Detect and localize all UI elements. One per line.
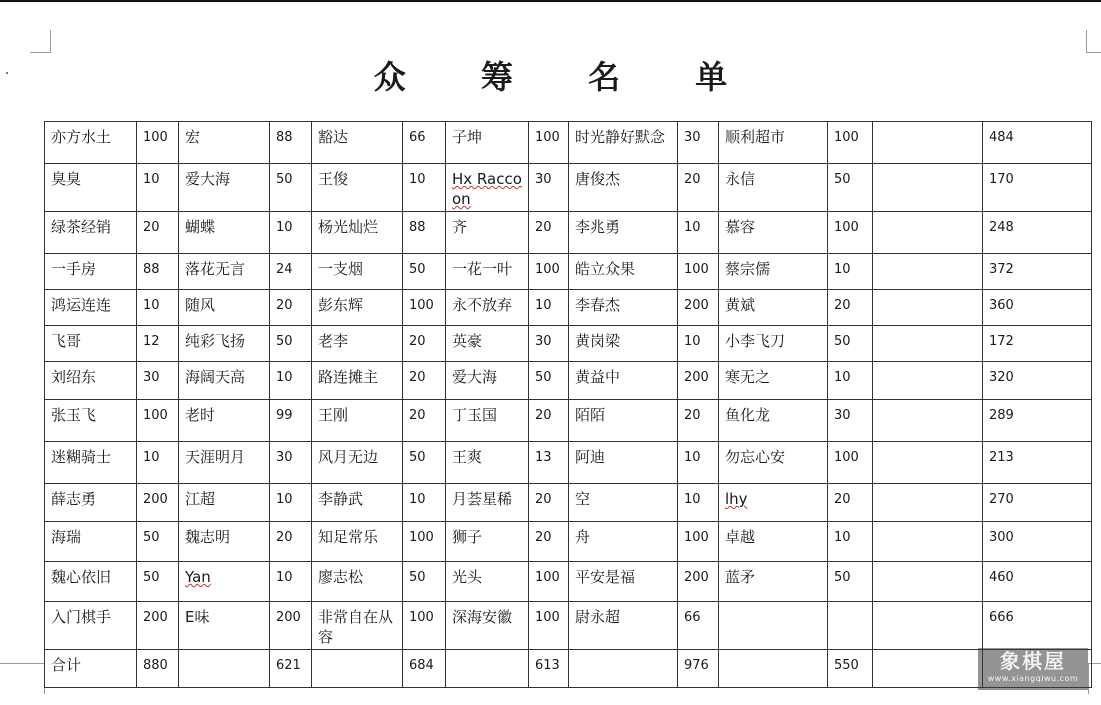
table-row — [45, 442, 1092, 484]
donor-name-cell: E味 — [179, 602, 270, 650]
donation-amount-cell: 100 — [403, 522, 446, 562]
crowdfunding-table — [44, 121, 1092, 688]
donation-amount-cell: 100 — [828, 122, 873, 164]
donor-name-cell: 一手房 — [45, 254, 137, 290]
donation-amount-cell: 20 — [678, 164, 719, 212]
donor-name-cell: 鸿运连连 — [45, 290, 137, 326]
row-total-cell: 270 — [983, 484, 1092, 522]
donor-name-cell: 臭臭 — [45, 164, 137, 212]
table-body — [45, 122, 1092, 688]
donation-amount-cell: 100 — [403, 602, 446, 650]
donor-name-cell: 知足常乐 — [312, 522, 403, 562]
donor-name-cell: 李兆勇 — [569, 212, 678, 254]
donation-amount-cell: 50 — [529, 362, 569, 400]
donor-name-cell: 空 — [569, 484, 678, 522]
donor-name-cell: 爱大海 — [446, 362, 529, 400]
donation-amount-cell: 50 — [828, 562, 873, 602]
donation-amount-cell: 88 — [403, 212, 446, 254]
donor-name-cell: 入门棋手 — [45, 602, 137, 650]
donation-amount-cell: 20 — [529, 522, 569, 562]
donor-name-cell: 光头 — [446, 562, 529, 602]
donation-amount-cell: 20 — [403, 326, 446, 362]
donation-amount-cell: 880 — [137, 650, 179, 688]
donor-name-cell: 张玉飞 — [45, 400, 137, 442]
donation-amount-cell: 20 — [403, 362, 446, 400]
donor-name-cell: 王俊 — [312, 164, 403, 212]
table-row — [45, 164, 1092, 212]
donor-name-cell: 刘绍东 — [45, 362, 137, 400]
donation-amount-cell: 20 — [678, 400, 719, 442]
donor-name-cell: 尉永超 — [569, 602, 678, 650]
donation-amount-cell: 50 — [403, 254, 446, 290]
donor-name-cell: 薛志勇 — [45, 484, 137, 522]
donation-amount-cell: 50 — [270, 164, 312, 212]
donation-amount-cell: 30 — [529, 164, 569, 212]
donation-amount-cell: 50 — [403, 562, 446, 602]
donor-name-cell: 亦方水土 — [45, 122, 137, 164]
donor-name-cell: 皓立众果 — [569, 254, 678, 290]
donation-amount-cell: 200 — [678, 290, 719, 326]
donation-amount-cell: 100 — [678, 254, 719, 290]
donation-amount-cell: 50 — [828, 164, 873, 212]
donor-name-cell: 纯彩飞扬 — [179, 326, 270, 362]
donor-name-cell: 陌陌 — [569, 400, 678, 442]
donation-amount-cell: 10 — [270, 212, 312, 254]
donor-name-cell: 英豪 — [446, 326, 529, 362]
table-row — [45, 484, 1092, 522]
donation-amount-cell: 10 — [137, 164, 179, 212]
table-row — [45, 122, 1092, 164]
donor-name-cell: 平安是福 — [569, 562, 678, 602]
donor-name-cell: 李春杰 — [569, 290, 678, 326]
donor-name-cell — [569, 650, 678, 688]
donation-amount-cell: 20 — [828, 484, 873, 522]
donation-amount-cell: 100 — [137, 122, 179, 164]
donation-amount-cell: 10 — [678, 442, 719, 484]
table-row — [45, 254, 1092, 290]
donor-name-cell: 非常自在从容 — [312, 602, 403, 650]
donation-amount-cell: 10 — [270, 362, 312, 400]
donation-amount-cell: 50 — [270, 326, 312, 362]
donor-name-cell: 王刚 — [312, 400, 403, 442]
donation-amount-cell: 24 — [270, 254, 312, 290]
donation-amount-cell: 66 — [403, 122, 446, 164]
donor-name-cell: 落花无言 — [179, 254, 270, 290]
donor-name-cell: 寒无之 — [719, 362, 828, 400]
table-row — [45, 650, 1092, 688]
donation-amount-cell: 621 — [270, 650, 312, 688]
donation-amount-cell: 13 — [529, 442, 569, 484]
donor-name-cell: 江超 — [179, 484, 270, 522]
donor-name-cell: 蝴蝶 — [179, 212, 270, 254]
watermark-url: www.xiangqiwu.com — [987, 674, 1079, 683]
donation-amount-cell: 550 — [828, 650, 873, 688]
donor-name-cell — [719, 650, 828, 688]
donor-name-cell — [719, 484, 828, 522]
row-total-cell: 289 — [983, 400, 1092, 442]
donor-name-cell: 深海安徽 — [446, 602, 529, 650]
donor-name-cell — [873, 254, 983, 290]
donation-amount-cell: 20 — [529, 400, 569, 442]
donation-amount-cell: 66 — [678, 602, 719, 650]
donor-name-cell: 魏志明 — [179, 522, 270, 562]
donation-amount-cell: 100 — [678, 522, 719, 562]
donation-amount-cell: 10 — [678, 484, 719, 522]
donation-amount-cell: 10 — [403, 484, 446, 522]
donation-amount-cell: 88 — [137, 254, 179, 290]
donor-name-cell — [873, 212, 983, 254]
donor-name-cell: 顺利超市 — [719, 122, 828, 164]
donor-name-cell — [873, 602, 983, 650]
donor-name-cell: 路连摊主 — [312, 362, 403, 400]
table-row — [45, 562, 1092, 602]
donation-amount-cell: 100 — [828, 212, 873, 254]
donor-name-cell: 豁达 — [312, 122, 403, 164]
watermark-logo — [978, 648, 1088, 690]
donor-name-cell — [873, 442, 983, 484]
donation-amount-cell: 100 — [137, 400, 179, 442]
donation-amount-cell: 30 — [678, 122, 719, 164]
row-total-cell: 320 — [983, 362, 1092, 400]
top-border-line — [0, 0, 1101, 2]
page-corner-mark — [0, 663, 45, 694]
donor-name-cell: 天涯明月 — [179, 442, 270, 484]
donation-amount-cell: 99 — [270, 400, 312, 442]
donor-name-cell — [873, 362, 983, 400]
donation-amount-cell: 10 — [828, 362, 873, 400]
donor-name-cell: 时光静好默念 — [569, 122, 678, 164]
row-total-cell: 484 — [983, 122, 1092, 164]
donation-amount-cell: 200 — [137, 484, 179, 522]
donation-amount-cell: 10 — [137, 290, 179, 326]
donor-name-cell: 子坤 — [446, 122, 529, 164]
row-total-cell: 300 — [983, 522, 1092, 562]
donation-amount-cell: 30 — [270, 442, 312, 484]
donor-name-cell — [719, 602, 828, 650]
donation-amount-cell: 10 — [678, 326, 719, 362]
spellcheck-underlined-text: Hx Raccoon — [452, 170, 522, 208]
donor-name-cell: 飞哥 — [45, 326, 137, 362]
table-row — [45, 326, 1092, 362]
donor-name-cell: 齐 — [446, 212, 529, 254]
donation-amount-cell: 10 — [828, 522, 873, 562]
donation-amount-cell: 100 — [403, 290, 446, 326]
donor-name-cell: 永信 — [719, 164, 828, 212]
donation-amount-cell: 200 — [270, 602, 312, 650]
donor-name-cell — [873, 522, 983, 562]
watermark-text: 象棋屋 — [1000, 649, 1066, 673]
donor-name-cell — [873, 326, 983, 362]
donor-name-cell: 老李 — [312, 326, 403, 362]
donation-amount-cell: 10 — [270, 562, 312, 602]
donor-name-cell: 唐俊杰 — [569, 164, 678, 212]
donation-amount-cell: 50 — [137, 522, 179, 562]
donation-amount-cell: 100 — [529, 602, 569, 650]
donation-amount-cell — [828, 602, 873, 650]
table-row — [45, 362, 1092, 400]
donor-name-cell: 杨光灿烂 — [312, 212, 403, 254]
donation-amount-cell: 200 — [678, 362, 719, 400]
donor-name-cell: 勿忘心安 — [719, 442, 828, 484]
donor-name-cell: 月荟星稀 — [446, 484, 529, 522]
donor-name-cell — [312, 650, 403, 688]
donor-name-cell — [873, 290, 983, 326]
donation-amount-cell: 20 — [828, 290, 873, 326]
donation-amount-cell: 10 — [137, 442, 179, 484]
donation-amount-cell: 12 — [137, 326, 179, 362]
row-total-cell: 360 — [983, 290, 1092, 326]
donor-name-cell: 李静武 — [312, 484, 403, 522]
row-total-cell: 372 — [983, 254, 1092, 290]
donation-amount-cell: 20 — [403, 400, 446, 442]
donor-name-cell — [873, 400, 983, 442]
donation-amount-cell: 30 — [828, 400, 873, 442]
row-total-cell: 666 — [983, 602, 1092, 650]
donor-name-cell: 小李飞刀 — [719, 326, 828, 362]
donor-name-cell: 王爽 — [446, 442, 529, 484]
row-total-cell: 172 — [983, 326, 1092, 362]
donation-amount-cell: 10 — [678, 212, 719, 254]
donor-name-cell: 宏 — [179, 122, 270, 164]
table-row — [45, 400, 1092, 442]
donation-amount-cell: 100 — [529, 562, 569, 602]
donation-amount-cell: 10 — [270, 484, 312, 522]
donor-name-cell: 鱼化龙 — [719, 400, 828, 442]
page-title: 众 筹 名 单 — [373, 58, 760, 96]
donation-amount-cell: 20 — [270, 290, 312, 326]
donation-amount-cell: 20 — [529, 212, 569, 254]
donor-name-cell: 合计 — [45, 650, 137, 688]
donor-name-cell: 黄岗梁 — [569, 326, 678, 362]
donation-amount-cell: 10 — [828, 254, 873, 290]
row-total-cell: 170 — [983, 164, 1092, 212]
donation-amount-cell: 50 — [403, 442, 446, 484]
donor-name-cell — [873, 484, 983, 522]
donor-name-cell: 卓越 — [719, 522, 828, 562]
donor-name-cell: 廖志松 — [312, 562, 403, 602]
donor-name-cell: 丁玉国 — [446, 400, 529, 442]
donation-amount-cell: 10 — [529, 290, 569, 326]
donor-name-cell: 慕容 — [719, 212, 828, 254]
donor-name-cell — [873, 164, 983, 212]
donation-amount-cell: 30 — [137, 362, 179, 400]
spellcheck-underlined-text: Yan — [185, 568, 211, 586]
donation-amount-cell: 20 — [137, 212, 179, 254]
donation-amount-cell: 20 — [529, 484, 569, 522]
donor-name-cell: 绿茶经销 — [45, 212, 137, 254]
donor-name-cell: 彭东辉 — [312, 290, 403, 326]
row-total-cell: 248 — [983, 212, 1092, 254]
donor-name-cell: 黄益中 — [569, 362, 678, 400]
donor-name-cell: 爱大海 — [179, 164, 270, 212]
donor-name-cell — [873, 562, 983, 602]
donation-amount-cell: 50 — [137, 562, 179, 602]
page-corner-mark — [30, 30, 51, 53]
donor-name-cell — [179, 650, 270, 688]
donation-amount-cell: 100 — [529, 122, 569, 164]
table-row — [45, 522, 1092, 562]
donation-amount-cell: 100 — [828, 442, 873, 484]
donor-name-cell: 一支烟 — [312, 254, 403, 290]
donor-name-cell: 蓝矛 — [719, 562, 828, 602]
donation-amount-cell: 50 — [828, 326, 873, 362]
donor-name-cell: 蔡宗儒 — [719, 254, 828, 290]
donor-name-cell: 风月无边 — [312, 442, 403, 484]
donor-name-cell: 海阔天高 — [179, 362, 270, 400]
donor-name-cell: 阿迪 — [569, 442, 678, 484]
donor-name-cell: 舟 — [569, 522, 678, 562]
row-total-cell: 460 — [983, 562, 1092, 602]
table-row — [45, 212, 1092, 254]
donation-amount-cell: 88 — [270, 122, 312, 164]
donor-name-cell: 永不放弃 — [446, 290, 529, 326]
donation-amount-cell: 20 — [270, 522, 312, 562]
donation-amount-cell: 100 — [529, 254, 569, 290]
page-corner-mark — [1086, 30, 1101, 53]
donor-name-cell: 随风 — [179, 290, 270, 326]
row-total-cell: 213 — [983, 442, 1092, 484]
spellcheck-underlined-text: lhy — [725, 490, 748, 508]
donor-name-cell — [446, 164, 529, 212]
donation-amount-cell: 684 — [403, 650, 446, 688]
donation-amount-cell: 200 — [678, 562, 719, 602]
donation-amount-cell: 10 — [403, 164, 446, 212]
donation-amount-cell: 613 — [529, 650, 569, 688]
donor-name-cell — [873, 122, 983, 164]
donor-name-cell: 迷糊骑士 — [45, 442, 137, 484]
donor-name-cell: 魏心依旧 — [45, 562, 137, 602]
donation-amount-cell: 30 — [529, 326, 569, 362]
donor-name-cell — [873, 650, 983, 688]
table-row — [45, 290, 1092, 326]
donor-name-cell — [179, 562, 270, 602]
donation-amount-cell: 200 — [137, 602, 179, 650]
donor-name-cell: 狮子 — [446, 522, 529, 562]
donation-amount-cell: 976 — [678, 650, 719, 688]
donor-name-cell: 一花一叶 — [446, 254, 529, 290]
donor-name-cell: 黄斌 — [719, 290, 828, 326]
donor-name-cell — [446, 650, 529, 688]
donor-name-cell: 老时 — [179, 400, 270, 442]
table-row — [45, 602, 1092, 650]
donor-name-cell: 海瑞 — [45, 522, 137, 562]
